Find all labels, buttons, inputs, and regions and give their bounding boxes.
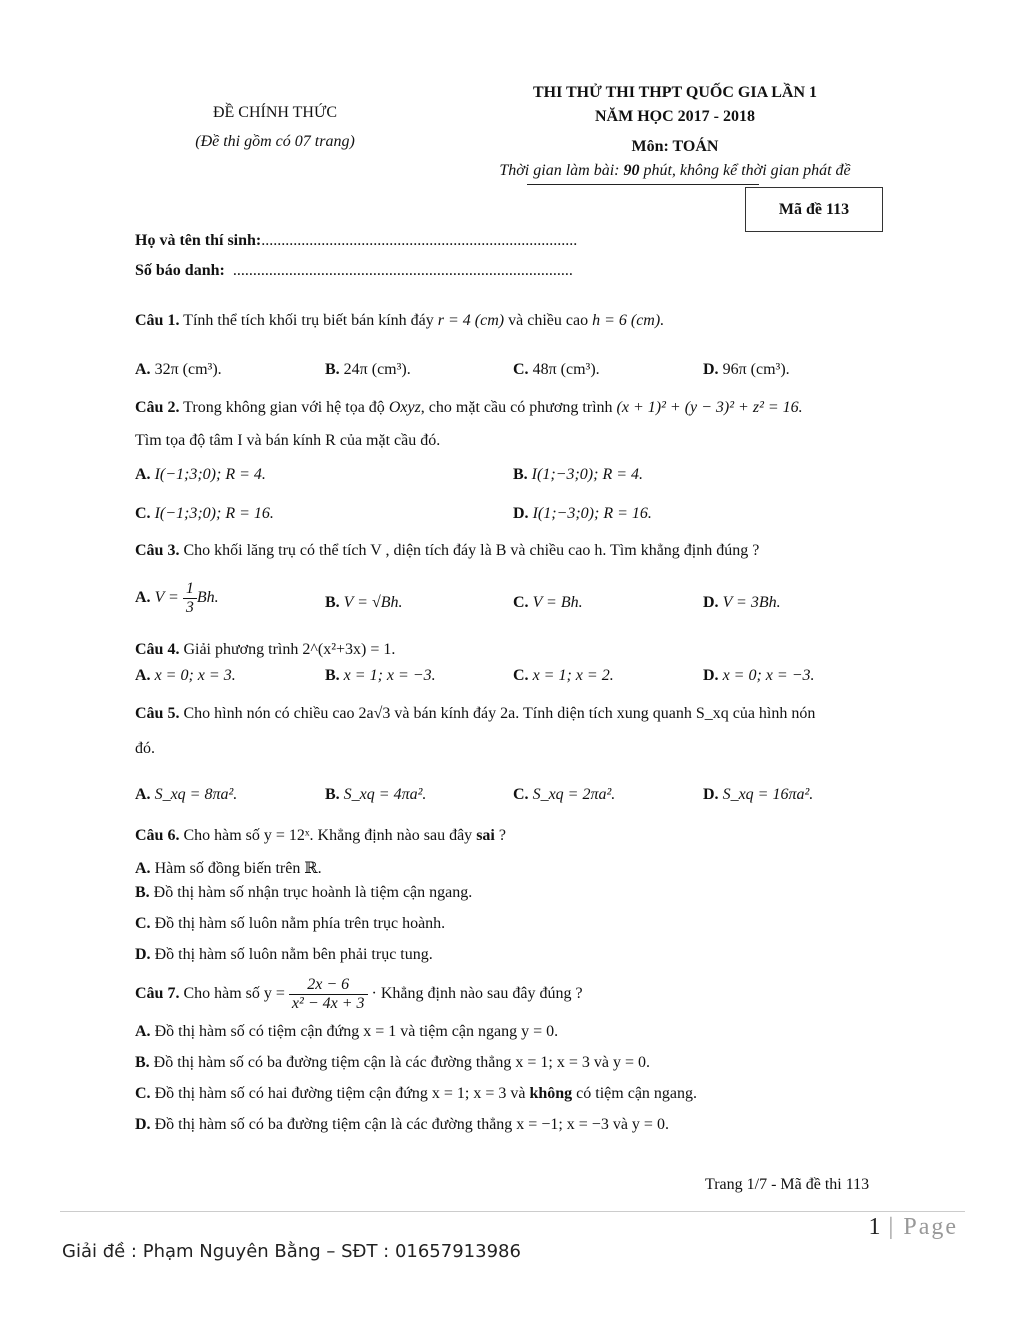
time-minutes: 90 xyxy=(623,162,640,179)
question-5-line2: đó. xyxy=(135,740,155,757)
q4-option-a: A. x = 0; x = 3. xyxy=(135,667,236,684)
q7-option-c: C. Đồ thị hàm số có hai đường tiệm cận đứng x = 1; x = 3 và không có tiệm cận ngang. xyxy=(135,1085,698,1102)
q6-option-c: C. Đồ thị hàm số luôn nằm phía trên trục hoành. xyxy=(135,915,446,932)
footer-divider xyxy=(60,1211,965,1212)
student-id-line: Số báo danh: ..................................................................................... xyxy=(135,262,573,279)
subject: Môn: TOÁN xyxy=(631,138,719,155)
exam-title: THI THỬ THI THPT QUỐC GIA LẦN 1 xyxy=(532,84,818,101)
q7-option-a: A. Đồ thị hàm số có tiệm cận đứng x = 1 và tiệm cận ngang y = 0. xyxy=(135,1023,559,1040)
header-underline xyxy=(527,184,759,185)
q4-option-d: D. x = 0; x = −3. xyxy=(703,667,815,684)
q5-option-d: D. S_xq = 16πa². xyxy=(703,786,814,803)
time-note: Thời gian làm bài: 90 phút, không kể thời gian phát đề xyxy=(499,162,851,179)
school-year: NĂM HỌC 2017 - 2018 xyxy=(595,108,755,125)
q4-option-c: C. x = 1; x = 2. xyxy=(513,667,614,684)
question-2: Câu 2. Trong không gian với hệ tọa độ Oxyz, cho mặt cầu có phương trình (x + 1)² + (y − 3)² + z² = 16. xyxy=(135,399,803,416)
q2-option-d: D. I(1;−3;0); R = 16. xyxy=(513,505,652,522)
q1-option-d: D. 96π (cm³). xyxy=(703,361,790,378)
solver-credit: Giải đề : Phạm Nguyên Bằng – SĐT : 01657913986 xyxy=(62,1241,521,1262)
question-2-line2: Tìm tọa độ tâm I và bán kính R của mặt cầu đó. xyxy=(135,432,441,449)
question-7: Câu 7. Cho hàm số y = $\frac{2x - 6}{\text{x² − 4x + 3}}$ · Khẳng định nào sau đây đúng ? xyxy=(135,976,583,1012)
q6-option-a: A. Hàm số đồng biến trên ℝ. xyxy=(135,860,322,877)
official-label: ĐỀ CHÍNH THỨC xyxy=(212,104,338,121)
question-5: Câu 5. Cho hình nón có chiều cao 2a√3 và bán kính đáy 2a. Tính diện tích xung quanh S_xq của hình nón xyxy=(135,705,816,722)
q7-fraction: $\frac{2x - 6}{\text{x² − 4x + 3}}$ xyxy=(289,976,368,1013)
q6-option-d: D. Đồ thị hàm số luôn nằm bên phải trục tung. xyxy=(135,946,433,963)
page-info: Trang 1/7 - Mã đề thi 113 xyxy=(705,1176,870,1193)
exam-code: Mã đề 113 xyxy=(778,201,850,218)
q2-option-a: A. I(−1;3;0); R = 4. xyxy=(135,466,266,483)
q4-option-b: B. x = 1; x = −3. xyxy=(325,667,436,684)
q7-option-d: D. Đồ thị hàm số có ba đường tiệm cận là các đường thẳng x = −1; x = −3 và y = 0. xyxy=(135,1116,669,1133)
q3-option-b: B. V = √Bh. xyxy=(325,594,403,611)
q1-option-c: C. 48π (cm³). xyxy=(513,361,600,378)
pages-note: (Đề thi gồm có 07 trang) xyxy=(195,133,355,150)
question-4: Câu 4. Giải phương trình 2^(x²+3x) = 1. xyxy=(135,641,396,658)
q5-option-a: A. S_xq = 8πa². xyxy=(135,786,238,803)
q3-option-a: A. V = $\frac{1}{3}$ Bh. xyxy=(135,580,219,616)
question-1: Câu 1. Tính thể tích khối trụ biết bán kính đáy r = 4 (cm) và chiều cao h = 6 (cm). xyxy=(135,312,665,329)
q1-option-b: B. 24π (cm³). xyxy=(325,361,411,378)
q5-option-b: B. S_xq = 4πa². xyxy=(325,786,427,803)
question-6: Câu 6. Cho hàm số y = 12ˣ. Khẳng định nào sau đây sai ? xyxy=(135,827,506,844)
q6-option-b: B. Đồ thị hàm số nhận trục hoành là tiệm cận ngang. xyxy=(135,884,473,901)
exam-code-box xyxy=(745,187,883,232)
q2-option-b: B. I(1;−3;0); R = 4. xyxy=(513,466,644,483)
q2-option-c: C. I(−1;3;0); R = 16. xyxy=(135,505,274,522)
q5-option-c: C. S_xq = 2πa². xyxy=(513,786,616,803)
page-number: 1 | Page xyxy=(868,1214,958,1240)
question-3: Câu 3. Cho khối lăng trụ có thể tích V , diện tích đáy là B và chiều cao h. Tìm khẳng định đúng ? xyxy=(135,542,760,559)
q3-option-d: D. V = 3Bh. xyxy=(703,594,781,611)
q3-fraction: $\frac{1}{3}$ xyxy=(183,580,197,617)
q7-option-b: B. Đồ thị hàm số có ba đường tiệm cận là các đường thẳng x = 1; x = 3 và y = 0. xyxy=(135,1054,651,1071)
q1-option-a: A. 32π (cm³). xyxy=(135,361,222,378)
q3-option-c: C. V = Bh. xyxy=(513,594,583,611)
student-name-line: Họ và tên thí sinh:............................................................................... xyxy=(135,232,578,249)
